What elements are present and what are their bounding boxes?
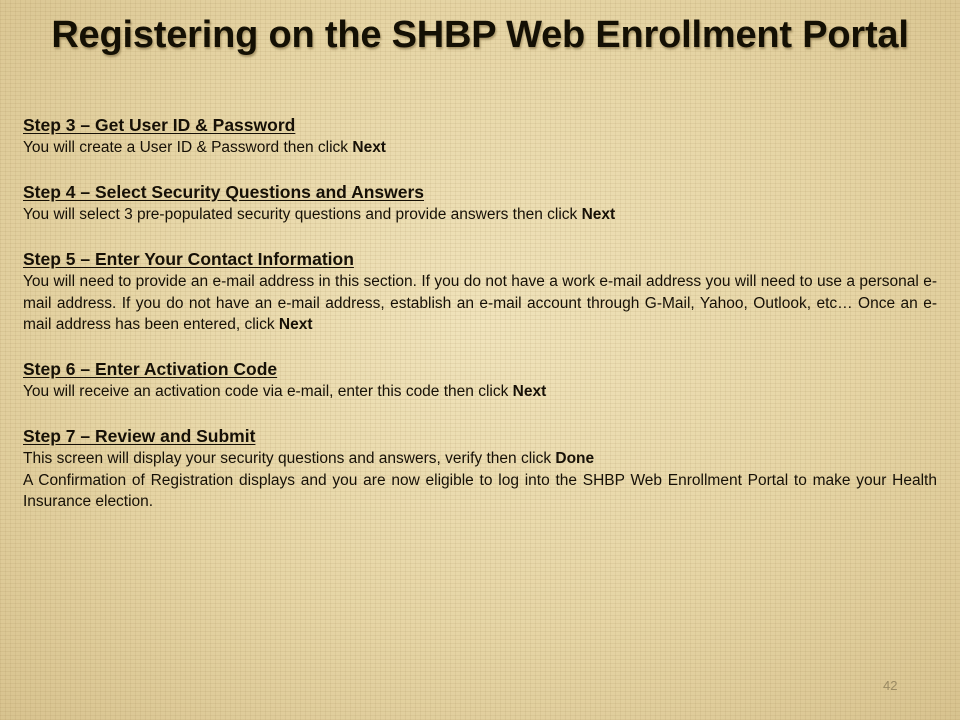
step-text-body: You will create a User ID & Password then click [23, 139, 353, 156]
slide-title: Registering on the SHBP Web Enrollment Portal [51, 14, 909, 56]
step-action-word: Next [512, 383, 547, 400]
steps-content [23, 113, 937, 513]
step-7 [23, 424, 937, 513]
step-text-body: You will select 3 pre-populated security questions and provide answers then click [23, 206, 582, 223]
step-heading: Step 3 – Get User ID & Password [23, 115, 296, 135]
step-action-word: Next [352, 139, 386, 156]
step-5 [23, 247, 937, 336]
step-text-body: This screen will display your security questions and answers, verify then click [23, 450, 556, 467]
step-text-body: You will need to provide an e-mail address in this section. If you do not have a work e-mail address you will need to use a personal e-mail address. If you do not have an e-mail address, establish an e-mail account through G-Mail, Yahoo, Outlook, etc… Once an e-mail address has been entered, click [23, 273, 937, 333]
step-heading: Step 5 – Enter Your Contact Information [23, 249, 354, 269]
step-text-confirmation: A Confirmation of Registration displays and you are now eligible to log into the SHBP Web Enrollment Portal to make your Health Insurance election. [23, 471, 937, 510]
step-heading: Step 4 – Select Security Questions and Answers [23, 182, 425, 202]
step-text [23, 271, 937, 336]
step-action-word: Done [555, 450, 595, 467]
step-text [23, 381, 937, 403]
step-3 [23, 113, 937, 159]
step-4 [23, 180, 937, 226]
page-number: 42 [883, 678, 898, 693]
step-text [23, 204, 937, 226]
step-text [23, 137, 937, 159]
step-text-body: You will receive an activation code via e-mail, enter this code then click [23, 383, 513, 400]
step-heading: Step 6 – Enter Activation Code [23, 359, 278, 379]
step-6 [23, 357, 937, 403]
step-action-word: Next [581, 206, 616, 223]
step-heading: Step 7 – Review and Submit [23, 426, 256, 446]
step-text [23, 448, 937, 470]
step-action-word: Next [278, 316, 313, 333]
